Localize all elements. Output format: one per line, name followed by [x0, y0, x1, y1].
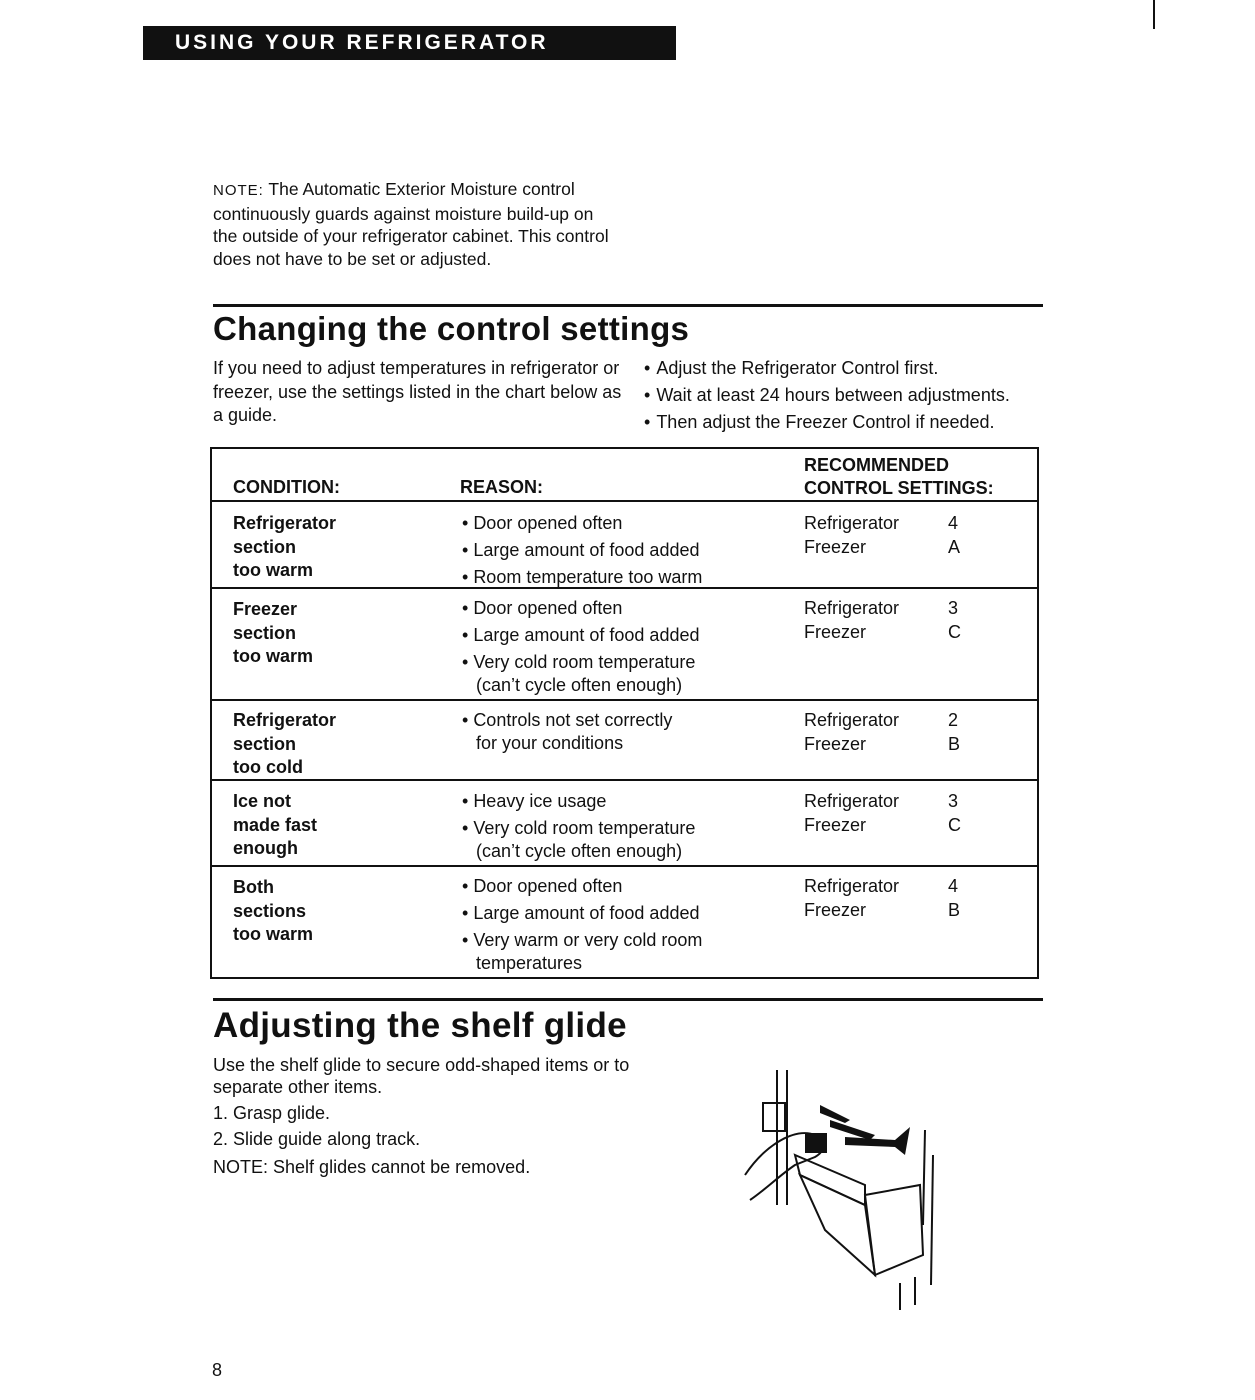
glide-clip [763, 1103, 785, 1131]
setting-value: C [948, 621, 961, 642]
condition-line: section [233, 622, 297, 643]
table-divider [210, 500, 1039, 502]
glide-front [865, 1185, 923, 1275]
condition-line: made fast [233, 814, 318, 835]
section-rule [213, 304, 1043, 307]
setting-value: 4 [948, 513, 959, 533]
condition-line: section [233, 733, 297, 754]
moisture-note [213, 178, 613, 270]
reason-item: • Very warm or very cold room [462, 929, 702, 952]
setting-label: Refrigerator [804, 876, 900, 896]
shelf-glide-step: 2. Slide guide along track. [213, 1129, 421, 1149]
table-row-settings [804, 597, 899, 644]
setting-label: Refrigerator [804, 598, 900, 618]
table-row-settings [804, 790, 899, 837]
setting-value: C [948, 814, 961, 835]
glide-grip [805, 1133, 827, 1153]
arrow-stroke [830, 1120, 875, 1140]
condition-line: sections [233, 900, 307, 921]
table-row-condition [233, 790, 317, 861]
shelf-glide-note-label: NOTE: [213, 1157, 269, 1177]
condition-line: too warm [233, 646, 314, 666]
table-row-settings [804, 875, 899, 922]
shelf-glide-step: 1. Grasp glide. [213, 1103, 331, 1123]
setting-label: Freezer [804, 536, 867, 557]
setting-value: B [948, 899, 961, 920]
reason-item: • Door opened often [462, 597, 700, 620]
header-condition: CONDITION: [233, 477, 340, 497]
shelf-glide-steps [213, 1102, 633, 1150]
table-row-condition [233, 598, 313, 669]
shelf-glide-title: Adjusting the shelf glide [213, 1006, 627, 1045]
table-row-reasons [462, 790, 695, 867]
table-row-values [948, 597, 961, 644]
setting-label: Freezer [804, 733, 867, 754]
glide-track [795, 1155, 865, 1205]
table-row-condition [233, 512, 336, 583]
setting-label: Refrigerator [804, 791, 900, 811]
glide-body [800, 1175, 875, 1275]
condition-line: Refrigerator [233, 513, 337, 533]
changing-settings-intro: If you need to adjust temperatures in refrigerator or freezer, use the settings listed in the chart below as a guide. [213, 358, 622, 425]
illustration-line [923, 1130, 925, 1225]
reason-item: • Door opened often [462, 512, 702, 535]
shelf-glide-illustration [735, 1065, 955, 1315]
setting-value: A [948, 536, 961, 557]
adjust-steps-list [644, 357, 1064, 438]
setting-value: B [948, 733, 961, 754]
reason-continuation: for your conditions [476, 733, 624, 753]
setting-label: Refrigerator [804, 513, 900, 533]
setting-label: Freezer [804, 814, 867, 835]
setting-value: 2 [948, 710, 959, 730]
reason-item: • Large amount of food added [462, 902, 702, 925]
shelf-glide-instructions [213, 1054, 633, 1182]
condition-line: Ice not [233, 791, 292, 811]
shelf-glide-intro: Use the shelf glide to secure odd-shaped items or to separate other items. [213, 1055, 630, 1097]
reason-item: • Room temperature too warm [462, 566, 702, 589]
table-row-reasons [462, 709, 672, 759]
reason-continuation: (can’t cycle often enough) [476, 675, 683, 695]
note-text: The Automatic Exterior Moisture control continuously guards against moisture build-up on the outside of your refrigerator cabinet. This control does not have to be set or adjusted. [213, 179, 609, 269]
changing-settings-title: Changing the control settings [213, 310, 690, 347]
table-row-reasons [462, 875, 702, 979]
setting-value: 3 [948, 598, 959, 618]
section-header-bar [143, 26, 676, 60]
condition-line: Freezer [233, 599, 298, 619]
reason-item: • Large amount of food added [462, 624, 700, 647]
setting-label: Freezer [804, 621, 867, 642]
condition-line: enough [233, 838, 298, 858]
condition-line: too warm [233, 560, 314, 580]
reason-item: • Heavy ice usage [462, 790, 695, 813]
reason-item: • Controls not set correctly [462, 709, 672, 732]
shelf-glide-note-text: Shelf glides cannot be removed. [273, 1157, 531, 1177]
header-recommended-line1: RECOMMENDED [804, 455, 950, 475]
reason-item: • Very cold room temperature [462, 817, 695, 840]
condition-line: Refrigerator [233, 710, 337, 730]
section-rule [213, 998, 1043, 1001]
header-recommended-line2: CONTROL SETTINGS: [804, 478, 994, 498]
setting-label: Refrigerator [804, 710, 900, 730]
reason-item: • Large amount of food added [462, 539, 702, 562]
reason-continuation: (can’t cycle often enough) [476, 841, 683, 861]
condition-line: too cold [233, 757, 303, 777]
table-row-condition [233, 876, 313, 947]
setting-label: Freezer [804, 899, 867, 920]
table-row-values [948, 875, 960, 922]
table-row-values [948, 512, 960, 559]
table-row-values [948, 709, 960, 756]
adjust-step: • Then adjust the Freezer Control if needed. [644, 411, 1064, 438]
table-row-condition [233, 709, 336, 780]
table-row-values [948, 790, 961, 837]
table-row-settings [804, 709, 899, 756]
setting-value: 4 [948, 876, 959, 896]
reason-item: • Very cold room temperature [462, 651, 700, 674]
table-row-reasons [462, 597, 700, 701]
illustration-line [931, 1155, 933, 1285]
adjust-step: • Wait at least 24 hours between adjustments. [644, 384, 1064, 411]
reason-item: • Door opened often [462, 875, 702, 898]
condition-line: Both [233, 877, 274, 897]
header-reason: REASON: [460, 477, 544, 497]
header-title: USING YOUR REFRIGERATOR [175, 31, 549, 54]
shelf-glide-note [213, 1156, 633, 1178]
reason-continuation: temperatures [476, 953, 583, 973]
page-number: 8 [212, 1360, 223, 1380]
table-row-reasons [462, 512, 702, 593]
adjust-step: • Adjust the Refrigerator Control first. [644, 357, 1064, 384]
header-recommended [804, 454, 994, 500]
table-row-settings [804, 512, 899, 559]
crop-mark [1153, 0, 1155, 29]
arrow-stroke [820, 1105, 850, 1123]
setting-value: 3 [948, 791, 959, 811]
condition-line: too warm [233, 924, 314, 944]
note-label: NOTE: [213, 182, 264, 199]
condition-line: section [233, 536, 297, 557]
